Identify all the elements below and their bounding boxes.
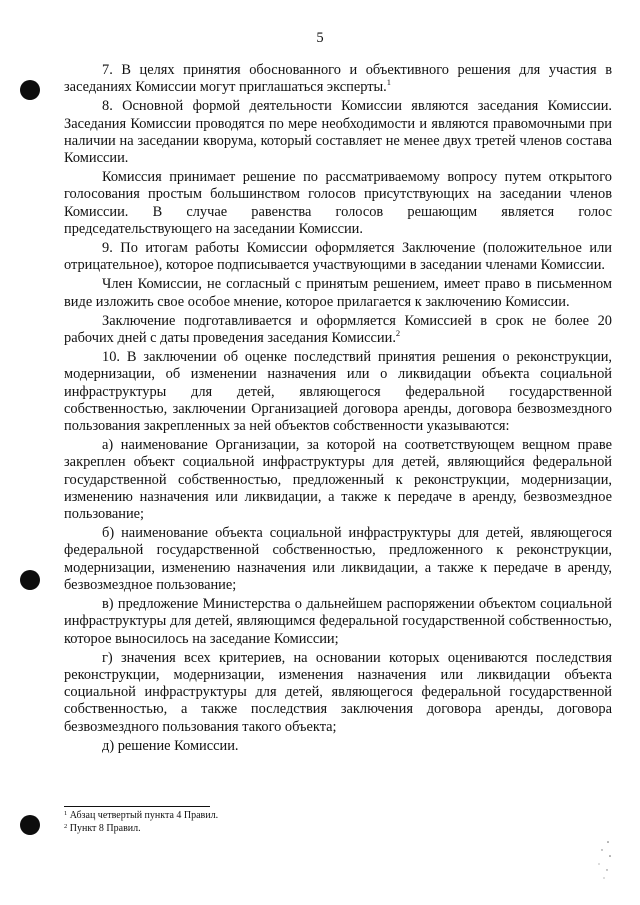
paragraph-item-9: 9. По итогам работы Комиссии оформляется Заключение (положительное или отрицательное), которое подписывается участвующими в заседании членами Комиссии. — [64, 240, 612, 274]
paragraph-subitem-v: в) предложение Министерства о дальнейшем распоряжении объектом социальной инфраструктуры для детей, являющимся федеральной государственной собственностью, которое выносилось на заседание Комиссии; — [64, 596, 612, 647]
footnote-2: $^2$ Пункт 8 Правил. — [64, 822, 141, 834]
footnote-ref: 2 — [395, 328, 401, 339]
punch-hole — [20, 815, 40, 835]
paragraph-item-7: 7. В целях принятия обоснованного и объективного решения для участия в заседаниях Комиссии могут приглашаться эксперты.$^1$ — [64, 62, 612, 96]
paragraph-voting: Комиссия принимает решение по рассматриваемому вопросу путем открытого голосования простым большинством голосов присутствующих на заседании членов Комиссии. В случае равенства голосов решающим является голос председательствующего на заседании Комиссии. — [64, 169, 612, 237]
document-body — [64, 62, 612, 755]
paragraph-subitem-g: г) значения всех критериев, на основании которых оцениваются последствия реконструкции, модернизации, изменения назначения или ликвидации объекта социальной инфраструктуры для детей, являющегося федеральной государственной собственностью, а также последствия заключения договора аренды, договора безвозмездного пользования такого объекта; — [64, 649, 612, 735]
paragraph-subitem-d: д) решение Комиссии. — [102, 737, 239, 754]
punch-hole — [20, 570, 40, 590]
paragraph-dissent: Член Комиссии, не согласный с принятым решением, имеет право в письменном виде изложить свое особое мнение, которое прилагается к заключению Комиссии. — [64, 276, 612, 310]
page-number: 5 — [316, 30, 324, 46]
footnote-1: $^1$ Абзац четвертый пункта 4 Правил. — [64, 810, 219, 821]
paragraph-subitem-b: б) наименование объекта социальной инфраструктуры для детей, являющегося федеральной государственной собственностью, предложенного к реконструкции, модернизации, изменению назначения или ликвидации, а также к передаче в аренду, безвозмездное пользование; — [64, 525, 612, 593]
paragraph-item-10: 10. В заключении об оценке последствий принятия решения о реконструкции, модернизации, об изменении назначения или о ликвидации объекта социальной инфраструктуры для детей, являющегося федеральной государственной собственностью, заключении Организацией договора аренды, договора безвозмездного пользования закрепленных за ней объектов собственности указываются: — [64, 349, 612, 435]
paragraph-item-8: 8. Основной формой деятельности Комиссии являются заседания Комиссии. Заседания Комиссии проводятся по мере необходимости и являются правомочными при наличии на заседании кворума, который составляет не менее двух третей членов состава Комиссии. — [64, 98, 612, 167]
paragraph-deadline: Заключение подготавливается и оформляется Комиссией в срок не более 20 рабочих дней с даты проведения заседания Комиссии.$^2$ — [64, 312, 612, 347]
footnotes — [64, 810, 564, 835]
footnote-ref: 1 — [386, 77, 392, 88]
footnote-separator — [64, 806, 210, 807]
scan-artifact — [590, 836, 620, 886]
paragraph-subitem-a: а) наименование Организации, за которой на соответствующем вещном праве закреплен объект социальной инфраструктуры для детей, являющийся федеральной государственной собственностью, предложенный к реконструкции, модернизации, изменению назначения или ликвидации, а также к передаче в аренду, безвозмездное пользование; — [64, 437, 612, 523]
punch-hole — [20, 80, 40, 100]
